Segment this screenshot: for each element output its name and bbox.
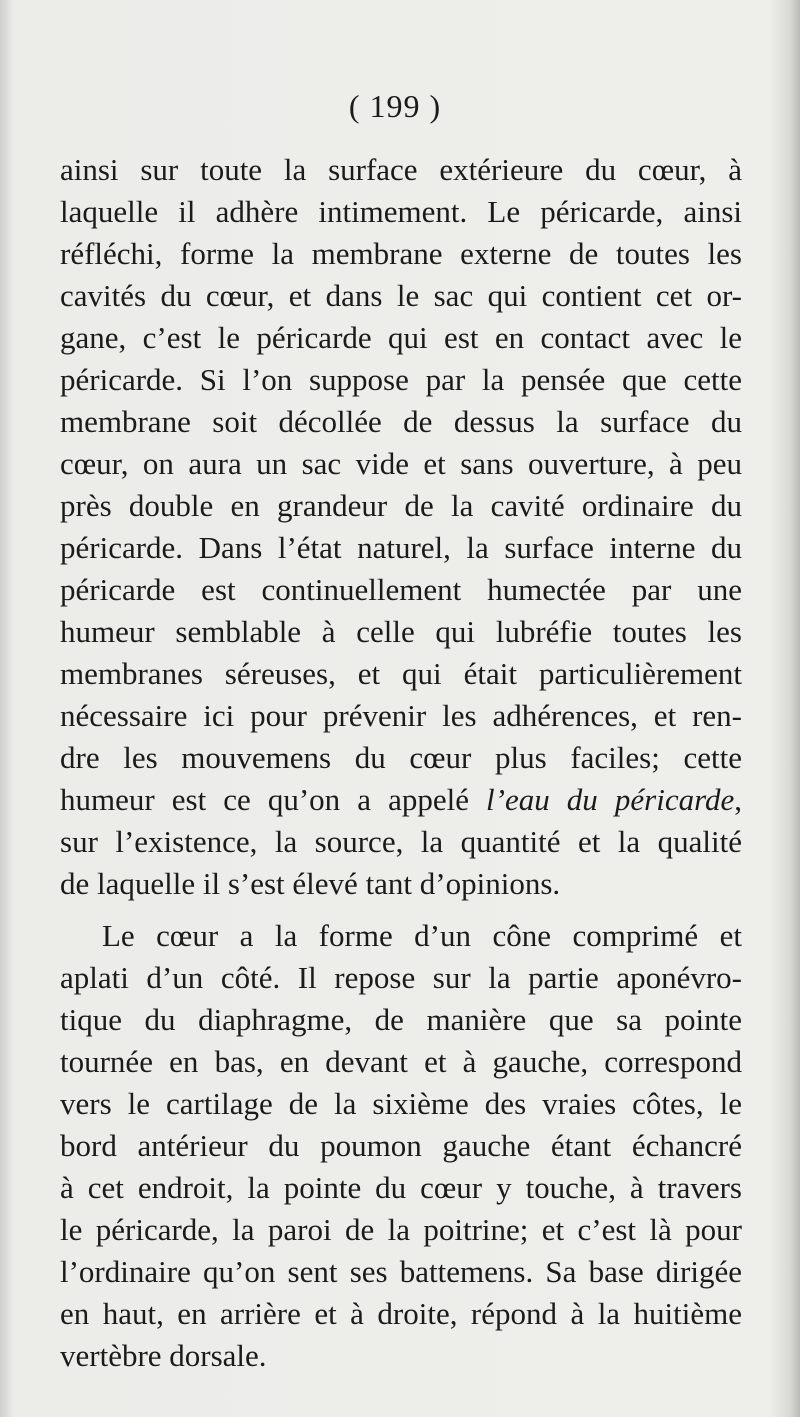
text-line: réfléchi, forme la membrane externe de toutes les: [60, 236, 742, 271]
text-line: vers le cartilage de la sixième des vraies côtes, le: [60, 1086, 742, 1121]
text-line: péricarde est continuellement humectée par une: [60, 572, 742, 607]
text-line: en haut, en arrière et à droite, répond à la huitième: [60, 1296, 742, 1331]
text-line: laquelle il adhère intimement. Le péricarde, ainsi: [60, 194, 742, 229]
text-line: de laquelle il s’est élevé tant d’opinions.: [60, 866, 561, 901]
text-line: vertèbre dorsale.: [60, 1338, 267, 1373]
text-line: sur l’existence, la source, la quantité et la qualité: [60, 824, 742, 859]
text-line: aplati d’un côté. Il repose sur la partie aponévro-: [60, 960, 742, 995]
text-line: à cet endroit, la pointe du cœur y touche, à travers: [60, 1170, 742, 1205]
text-line: Le cœur a la forme d’un cône comprimé et: [102, 918, 742, 953]
text-line: péricarde. Dans l’état naturel, la surface interne du: [60, 530, 742, 565]
text-span: ,: [734, 782, 742, 817]
page-number: ( 199 ): [348, 88, 442, 124]
text-line: nécessaire ici pour prévenir les adhérences, et ren-: [60, 698, 742, 733]
text-line: humeur semblable à celle qui lubréfie toutes les: [60, 614, 742, 649]
text-line: gane, c’est le péricarde qui est en contact avec le: [60, 320, 742, 355]
text-line: près double en grandeur de la cavité ordinaire du: [60, 488, 742, 523]
text-line: membranes séreuses, et qui était particulièrement: [60, 656, 742, 691]
text-line: dre les mouvemens du cœur plus faciles; cette: [60, 740, 742, 775]
text-line: le péricarde, la paroi de la poitrine; et c’est là pour: [60, 1212, 742, 1247]
italic-term: l’eau du péricarde: [486, 782, 735, 817]
text-line: membrane soit décollée de dessus la surface du: [60, 404, 742, 439]
text-line: ainsi sur toute la surface extérieure du cœur, à: [60, 152, 742, 187]
text-line: l’ordinaire qu’on sent ses battemens. Sa base dirigée: [60, 1254, 742, 1289]
text-line-with-italic: [60, 780, 742, 820]
text-line: cœur, on aura un sac vide et sans ouverture, à peu: [60, 446, 742, 481]
text-line: bord antérieur du poumon gauche étant échancré: [60, 1128, 742, 1163]
text-line: tique du diaphragme, de manière que sa pointe: [60, 1002, 742, 1037]
text-line: tournée en bas, en devant et à gauche, correspond: [60, 1044, 742, 1079]
text-line: cavités du cœur, et dans le sac qui contient cet or-: [60, 278, 742, 313]
text-line: péricarde. Si l’on suppose par la pensée que cette: [60, 362, 742, 397]
text-span: humeur est ce qu’on a appelé: [60, 782, 487, 817]
